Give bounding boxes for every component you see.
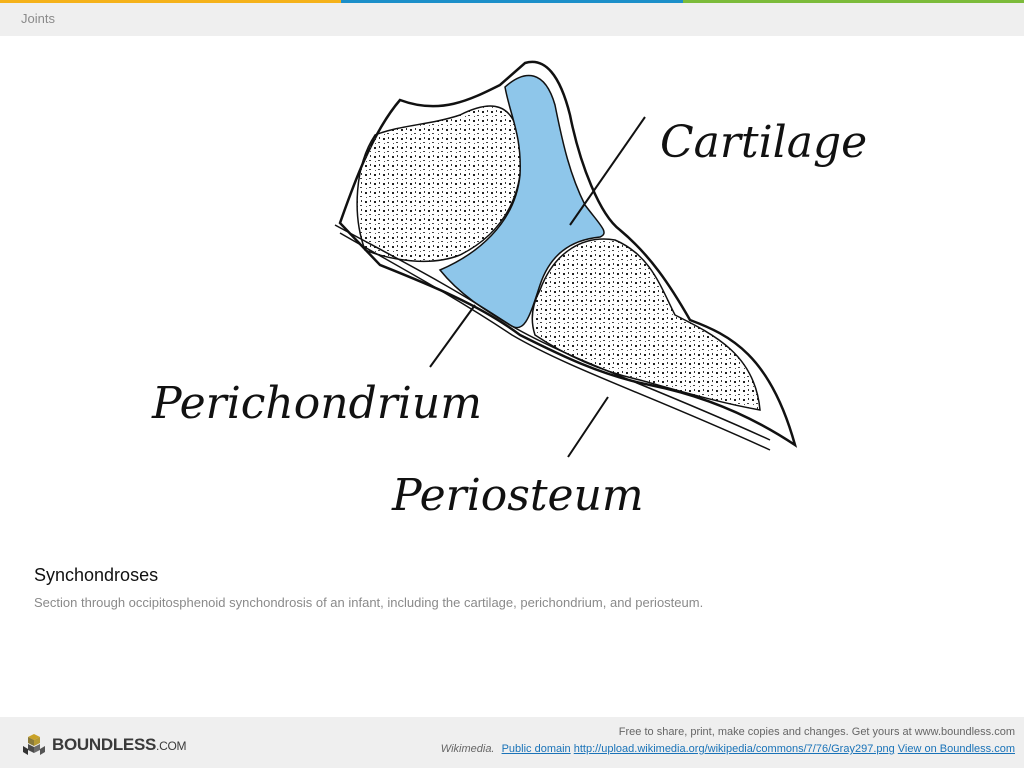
caption-text: Section through occipitosphenoid synchondrosis of an infant, including the cartilage, perichondrium, and periosteum. (34, 595, 704, 610)
boundless-logo[interactable] (22, 733, 186, 757)
source-name: Wikimedia. (440, 743, 495, 755)
logo-wordmark (52, 735, 186, 755)
image-url-link[interactable]: http://upload.wikimedia.org/wikipedia/commons/7/76/Gray297.png (573, 743, 895, 755)
license-link[interactable]: Public domain (501, 743, 571, 755)
credits-line (441, 743, 1015, 755)
periosteum-label: Periosteum (392, 470, 644, 521)
cube-stack-icon (22, 733, 46, 757)
perichondrium-leader (430, 305, 475, 367)
logo-suffix: .COM (156, 739, 187, 753)
logo-name: BOUNDLESS (52, 735, 157, 754)
view-on-boundless-link[interactable]: View on Boundless.com (897, 743, 1015, 755)
synchondrosis-diagram (130, 55, 890, 555)
free-to-share-text: Free to share, print, make copies and changes. Get yours at www.boundless.com (618, 726, 1015, 738)
page-title: Joints (21, 11, 55, 26)
perichondrium-label: Perichondrium (152, 378, 482, 429)
header (0, 3, 1024, 36)
periosteum-leader (568, 397, 608, 457)
caption-title: Synchondroses (34, 565, 159, 585)
cartilage-label: Cartilage (660, 117, 868, 168)
anatomy-figure (130, 55, 890, 555)
footer (0, 717, 1024, 768)
